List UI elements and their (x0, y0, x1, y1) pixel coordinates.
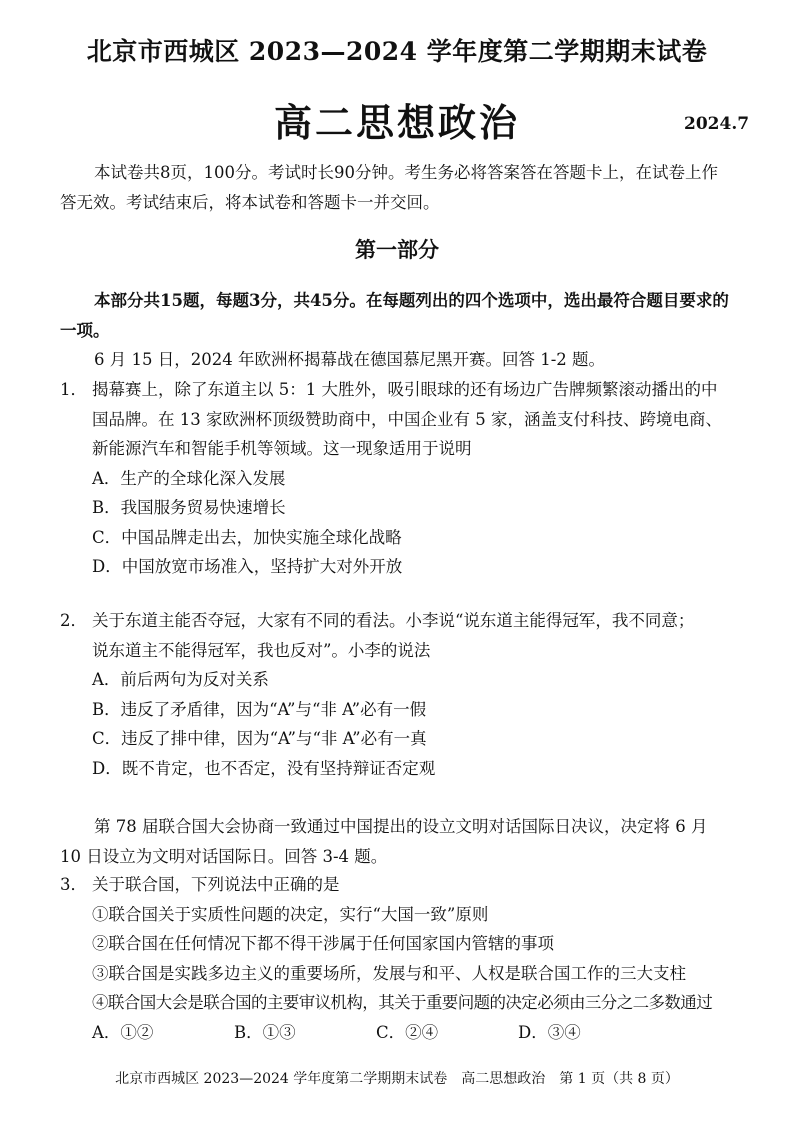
page-footer: 北京市西城区 2023—2024 学年度第二学期期末试卷 高二思想政治 第 1 页（共 8 页） (115, 1071, 679, 1087)
part-title: 第一部分 (355, 237, 439, 262)
question-stem: 关于东道主能否夺冠，大家有不同的看法。小李说“说东道主能得冠军，我不同意； (92, 611, 695, 630)
question-number: 2． (60, 611, 87, 630)
option-c: C．违反了排中律，因为“A”与“非 A”必有一真 (92, 729, 427, 748)
option-b: B．违反了矛盾律，因为“A”与“非 A”必有一假 (92, 699, 427, 719)
option-c: C．中国品牌走出去，加快实施全球化战略 (92, 527, 402, 547)
option-d: D．既不肯定，也不否定，没有坚持辩证否定观 (92, 758, 436, 778)
instructions (60, 158, 760, 218)
context-2 (60, 812, 760, 872)
exam-title: 北京市西城区 2023—2024 学年度第二学期期末试卷 (86, 37, 708, 66)
context-2-line: 第 78 届联合国大会协商一致通过中国提出的设立文明对话国际日决议，决定将 6 月 (94, 817, 708, 836)
option-row (60, 1018, 765, 1048)
option-c: C．②④ (376, 1022, 439, 1042)
part-intro-line: 本部分共15题，每题3分，共45分。在每题列出的四个选项中，选出最符合题目要求的 (94, 291, 729, 310)
question-number: 1． (60, 380, 87, 399)
subject-title: 高二思想政治 (273, 100, 520, 145)
question-2 (60, 606, 765, 783)
part-intro-line: 一项。 (60, 321, 110, 340)
option-b: B．我国服务贸易快速增长 (92, 498, 286, 517)
statement-1: ①联合国关于实质性问题的决定，实行“大国一致”原则 (92, 904, 489, 924)
instructions-line: 本试卷共8页，100分。考试时长90分钟。考生务必将答案答在答题卡上，在试卷上作 (94, 163, 718, 182)
part-intro (60, 286, 760, 346)
exam-date: 2024.7 (684, 114, 750, 134)
statement-3: ③联合国是实践多边主义的重要场所，发展与和平、人权是联合国工作的三大支柱 (92, 963, 686, 983)
statement-2: ②联合国在任何情况下都不得干涉属于任何国家国内管辖的事项 (92, 934, 554, 953)
option-d: D．中国放宽市场准入，坚持扩大对外开放 (92, 557, 403, 576)
question-stem: 说东道主不能得冠军，我也反对”。小李的说法 (92, 640, 431, 660)
question-stem: 关于联合国，下列说法中正确的是 (92, 875, 340, 894)
option-a: A．①② (92, 1022, 154, 1042)
option-a: A．生产的全球化深入发展 (92, 468, 286, 488)
statement-4: ④联合国大会是联合国的主要审议机构，其关于重要问题的决定必须由三分之二多数通过 (92, 993, 713, 1012)
context-1: 6 月 15 日，2024 年欧洲杯揭幕战在德国慕尼黑开赛。回答 1-2 题。 (94, 350, 606, 369)
question-stem: 国品牌。在 13 家欧洲杯顶级赞助商中，中国企业有 5 家，涵盖支付科技、跨境电商、 (92, 409, 722, 429)
question-stem: 揭幕赛上，除了东道主以 5：1 大胜外，吸引眼球的还有场边广告牌频繁滚动播出的中 (92, 380, 718, 399)
context-2-line: 10 日设立为文明对话国际日。回答 3-4 题。 (60, 847, 388, 866)
option-d: D．③④ (518, 1022, 581, 1042)
question-stem: 新能源汽车和智能手机等领域。这一现象适用于说明 (92, 439, 472, 458)
question-1 (60, 375, 765, 582)
question-3 (60, 870, 765, 1047)
option-a: A．前后两句为反对关系 (92, 670, 269, 689)
option-b: B．①③ (234, 1022, 296, 1042)
question-number: 3． (60, 875, 87, 894)
instructions-line: 答无效。考试结束后，将本试卷和答题卡一并交回。 (60, 193, 440, 212)
